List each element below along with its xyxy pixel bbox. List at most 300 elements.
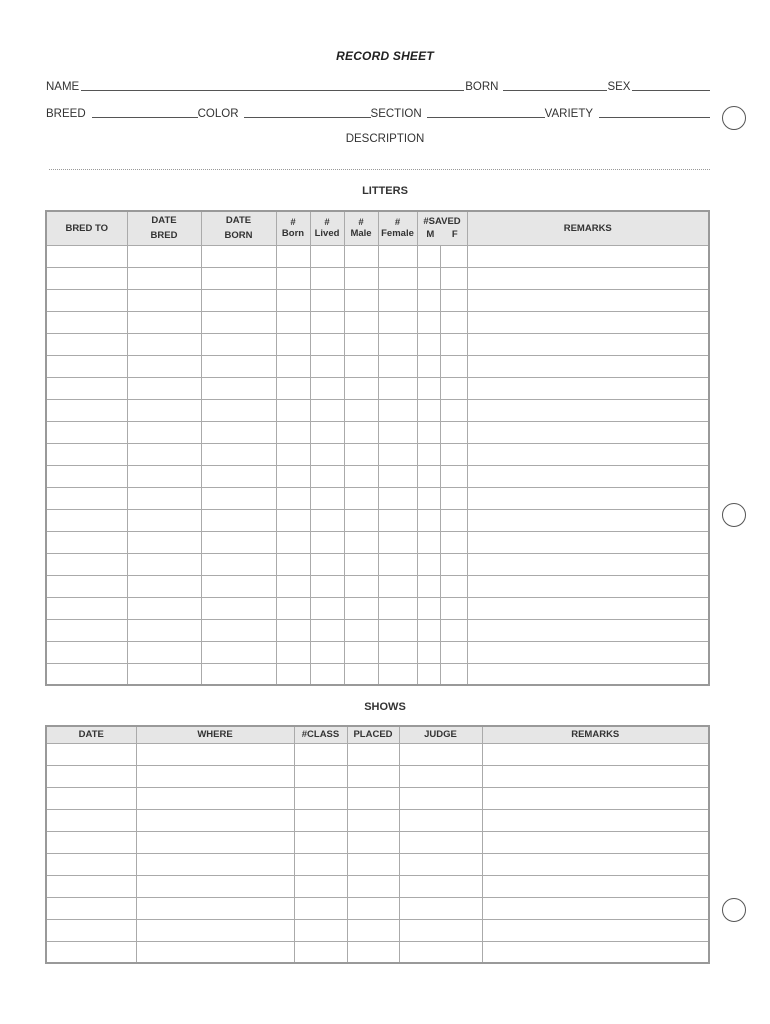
table-cell[interactable] — [294, 831, 347, 853]
col-num-lived-line2: Lived — [314, 228, 340, 240]
table-cell[interactable] — [201, 465, 276, 487]
table-cell[interactable] — [417, 531, 440, 553]
field-row-name — [46, 77, 710, 93]
table-cell[interactable] — [440, 575, 467, 597]
table-row — [46, 787, 709, 809]
table-cell[interactable] — [276, 289, 310, 311]
table-cell[interactable] — [417, 553, 440, 575]
table-cell[interactable] — [467, 311, 709, 333]
table-cell[interactable] — [482, 941, 709, 963]
table-cell[interactable] — [46, 897, 136, 919]
table-cell[interactable] — [294, 897, 347, 919]
table-cell[interactable] — [344, 355, 378, 377]
table-cell[interactable] — [347, 941, 399, 963]
table-cell[interactable] — [399, 919, 482, 941]
description-field[interactable] — [49, 169, 710, 170]
table-cell[interactable] — [276, 487, 310, 509]
table-cell[interactable] — [310, 245, 344, 267]
table-cell[interactable] — [201, 619, 276, 641]
table-cell[interactable] — [201, 245, 276, 267]
table-cell[interactable] — [46, 641, 127, 663]
page-title: RECORD SHEET — [336, 49, 434, 63]
table-row — [46, 355, 709, 377]
table-cell[interactable] — [347, 787, 399, 809]
table-cell[interactable] — [276, 333, 310, 355]
table-cell[interactable] — [46, 311, 127, 333]
table-cell[interactable] — [440, 641, 467, 663]
litters-table — [45, 210, 710, 686]
table-cell[interactable] — [440, 443, 467, 465]
table-cell[interactable] — [467, 465, 709, 487]
col-date-born-line1: DATE — [225, 215, 252, 227]
table-cell[interactable] — [344, 311, 378, 333]
table-cell[interactable] — [276, 399, 310, 421]
table-cell[interactable] — [127, 333, 201, 355]
table-cell[interactable] — [127, 443, 201, 465]
table-cell[interactable] — [440, 311, 467, 333]
table-cell[interactable] — [310, 377, 344, 399]
table-cell[interactable] — [276, 619, 310, 641]
table-cell[interactable] — [46, 267, 127, 289]
table-cell[interactable] — [294, 941, 347, 963]
table-cell[interactable] — [46, 919, 136, 941]
table-cell[interactable] — [378, 377, 417, 399]
table-cell[interactable] — [127, 311, 201, 333]
table-cell[interactable] — [310, 355, 344, 377]
table-cell[interactable] — [440, 465, 467, 487]
table-cell[interactable] — [127, 641, 201, 663]
table-cell[interactable] — [399, 897, 482, 919]
table-cell[interactable] — [127, 487, 201, 509]
table-cell[interactable] — [127, 289, 201, 311]
table-cell[interactable] — [46, 663, 127, 685]
table-cell[interactable] — [440, 289, 467, 311]
table-cell[interactable] — [378, 641, 417, 663]
table-cell[interactable] — [46, 575, 127, 597]
table-cell[interactable] — [467, 245, 709, 267]
table-cell[interactable] — [127, 377, 201, 399]
table-cell[interactable] — [46, 399, 127, 421]
table-cell[interactable] — [467, 333, 709, 355]
table-cell[interactable] — [344, 619, 378, 641]
table-cell[interactable] — [417, 267, 440, 289]
table-cell[interactable] — [46, 809, 136, 831]
col-date-born-line2: BORN — [224, 230, 253, 242]
table-cell[interactable] — [467, 487, 709, 509]
table-cell[interactable] — [378, 333, 417, 355]
table-cell[interactable] — [276, 267, 310, 289]
table-cell[interactable] — [440, 267, 467, 289]
table-cell[interactable] — [46, 619, 127, 641]
table-cell[interactable] — [440, 421, 467, 443]
table-cell[interactable] — [310, 487, 344, 509]
table-cell[interactable] — [344, 421, 378, 443]
table-cell[interactable] — [310, 597, 344, 619]
table-cell[interactable] — [294, 787, 347, 809]
table-cell[interactable] — [276, 311, 310, 333]
table-cell[interactable] — [46, 289, 127, 311]
table-cell[interactable] — [378, 663, 417, 685]
table-cell[interactable] — [46, 509, 127, 531]
table-cell[interactable] — [136, 897, 294, 919]
table-cell[interactable] — [344, 641, 378, 663]
table-cell[interactable] — [399, 875, 482, 897]
table-row — [46, 743, 709, 765]
table-cell[interactable] — [399, 765, 482, 787]
table-cell[interactable] — [46, 853, 136, 875]
table-cell[interactable] — [276, 465, 310, 487]
table-cell[interactable] — [201, 311, 276, 333]
table-cell[interactable] — [276, 421, 310, 443]
table-cell[interactable] — [467, 289, 709, 311]
table-cell[interactable] — [127, 531, 201, 553]
table-cell[interactable] — [440, 553, 467, 575]
table-cell[interactable] — [201, 663, 276, 685]
table-cell[interactable] — [440, 487, 467, 509]
table-cell[interactable] — [417, 465, 440, 487]
table-cell[interactable] — [46, 465, 127, 487]
table-cell[interactable] — [310, 641, 344, 663]
table-cell[interactable] — [46, 355, 127, 377]
table-cell[interactable] — [467, 553, 709, 575]
table-row — [46, 399, 709, 421]
table-cell[interactable] — [378, 553, 417, 575]
table-row — [46, 575, 709, 597]
table-cell[interactable] — [467, 355, 709, 377]
table-cell[interactable] — [344, 597, 378, 619]
table-cell[interactable] — [417, 311, 440, 333]
table-cell[interactable] — [201, 553, 276, 575]
table-cell[interactable] — [46, 377, 127, 399]
table-cell[interactable] — [347, 897, 399, 919]
table-cell[interactable] — [378, 465, 417, 487]
table-cell[interactable] — [136, 809, 294, 831]
table-cell[interactable] — [378, 421, 417, 443]
table-row — [46, 897, 709, 919]
table-cell[interactable] — [482, 743, 709, 765]
table-cell[interactable] — [467, 597, 709, 619]
table-cell[interactable] — [440, 619, 467, 641]
table-cell[interactable] — [276, 531, 310, 553]
table-cell[interactable] — [344, 267, 378, 289]
table-cell[interactable] — [417, 399, 440, 421]
table-cell[interactable] — [127, 553, 201, 575]
table-cell[interactable] — [310, 663, 344, 685]
table-cell[interactable] — [344, 531, 378, 553]
table-cell[interactable] — [417, 333, 440, 355]
table-cell[interactable] — [440, 597, 467, 619]
col-show-remarks: REMARKS — [482, 726, 709, 743]
table-cell[interactable] — [276, 245, 310, 267]
table-cell[interactable] — [201, 597, 276, 619]
color-field[interactable] — [244, 107, 371, 118]
table-cell[interactable] — [344, 553, 378, 575]
table-cell[interactable] — [417, 421, 440, 443]
table-cell[interactable] — [310, 333, 344, 355]
table-cell[interactable] — [46, 765, 136, 787]
table-cell[interactable] — [276, 509, 310, 531]
sex-field[interactable] — [632, 80, 710, 91]
table-cell[interactable] — [127, 465, 201, 487]
table-cell[interactable] — [201, 487, 276, 509]
table-cell[interactable] — [127, 663, 201, 685]
table-cell[interactable] — [344, 509, 378, 531]
table-cell[interactable] — [310, 421, 344, 443]
table-cell[interactable] — [344, 663, 378, 685]
table-cell[interactable] — [136, 831, 294, 853]
table-cell[interactable] — [482, 831, 709, 853]
table-cell[interactable] — [347, 919, 399, 941]
table-cell[interactable] — [136, 787, 294, 809]
table-cell[interactable] — [417, 597, 440, 619]
table-cell[interactable] — [46, 443, 127, 465]
table-cell[interactable] — [276, 575, 310, 597]
table-cell[interactable] — [344, 575, 378, 597]
table-cell[interactable] — [310, 267, 344, 289]
table-cell[interactable] — [378, 619, 417, 641]
table-cell[interactable] — [46, 941, 136, 963]
table-cell[interactable] — [344, 377, 378, 399]
table-cell[interactable] — [201, 289, 276, 311]
table-cell[interactable] — [440, 355, 467, 377]
table-cell[interactable] — [378, 355, 417, 377]
name-field[interactable] — [81, 80, 464, 91]
table-cell[interactable] — [344, 333, 378, 355]
table-cell[interactable] — [201, 377, 276, 399]
table-cell[interactable] — [467, 377, 709, 399]
table-cell[interactable] — [276, 377, 310, 399]
table-cell[interactable] — [344, 487, 378, 509]
col-num-born-line1: # — [290, 217, 296, 229]
table-cell[interactable] — [467, 421, 709, 443]
table-cell[interactable] — [46, 531, 127, 553]
table-cell[interactable] — [310, 575, 344, 597]
table-cell[interactable] — [440, 663, 467, 685]
table-cell[interactable] — [201, 267, 276, 289]
table-cell[interactable] — [378, 443, 417, 465]
table-cell[interactable] — [201, 641, 276, 663]
table-cell[interactable] — [482, 897, 709, 919]
table-cell[interactable] — [46, 553, 127, 575]
table-cell[interactable] — [440, 509, 467, 531]
table-cell[interactable] — [201, 531, 276, 553]
table-cell[interactable] — [344, 465, 378, 487]
table-cell[interactable] — [201, 421, 276, 443]
table-cell[interactable] — [467, 641, 709, 663]
table-cell[interactable] — [46, 245, 127, 267]
table-cell[interactable] — [467, 619, 709, 641]
table-cell[interactable] — [276, 663, 310, 685]
table-cell[interactable] — [482, 787, 709, 809]
table-cell[interactable] — [440, 531, 467, 553]
table-cell[interactable] — [127, 355, 201, 377]
table-cell[interactable] — [440, 245, 467, 267]
table-cell[interactable] — [276, 553, 310, 575]
table-cell[interactable] — [310, 619, 344, 641]
table-cell[interactable] — [136, 743, 294, 765]
table-row — [46, 443, 709, 465]
table-cell[interactable] — [440, 377, 467, 399]
table-cell[interactable] — [294, 919, 347, 941]
table-cell[interactable] — [294, 809, 347, 831]
table-cell[interactable] — [467, 509, 709, 531]
table-cell[interactable] — [378, 597, 417, 619]
table-cell[interactable] — [46, 831, 136, 853]
table-cell[interactable] — [399, 787, 482, 809]
table-cell[interactable] — [136, 853, 294, 875]
table-cell[interactable] — [417, 487, 440, 509]
table-cell[interactable] — [46, 743, 136, 765]
table-cell[interactable] — [310, 531, 344, 553]
table-cell[interactable] — [344, 289, 378, 311]
table-cell[interactable] — [482, 809, 709, 831]
table-cell[interactable] — [347, 743, 399, 765]
table-cell[interactable] — [482, 919, 709, 941]
table-cell[interactable] — [440, 399, 467, 421]
table-cell[interactable] — [276, 641, 310, 663]
table-cell[interactable] — [417, 443, 440, 465]
table-cell[interactable] — [467, 267, 709, 289]
table-cell[interactable] — [399, 809, 482, 831]
table-cell[interactable] — [201, 355, 276, 377]
table-cell[interactable] — [46, 597, 127, 619]
table-row — [46, 245, 709, 267]
table-cell[interactable] — [417, 289, 440, 311]
table-cell[interactable] — [347, 831, 399, 853]
table-cell[interactable] — [347, 853, 399, 875]
section-field[interactable] — [427, 107, 545, 118]
table-cell[interactable] — [378, 487, 417, 509]
table-cell[interactable] — [127, 399, 201, 421]
col-num-male-line1: # — [358, 217, 364, 229]
table-cell[interactable] — [417, 641, 440, 663]
table-cell[interactable] — [127, 421, 201, 443]
table-cell[interactable] — [417, 245, 440, 267]
table-cell[interactable] — [310, 289, 344, 311]
table-cell[interactable] — [294, 765, 347, 787]
table-cell[interactable] — [467, 399, 709, 421]
table-cell[interactable] — [399, 941, 482, 963]
born-label: BORN — [465, 81, 499, 93]
table-row — [46, 531, 709, 553]
table-cell[interactable] — [399, 831, 482, 853]
table-cell[interactable] — [378, 399, 417, 421]
table-cell[interactable] — [310, 443, 344, 465]
table-cell[interactable] — [46, 875, 136, 897]
table-cell[interactable] — [310, 399, 344, 421]
table-cell[interactable] — [378, 531, 417, 553]
col-date: DATE — [46, 726, 136, 743]
table-cell[interactable] — [344, 245, 378, 267]
table-cell[interactable] — [201, 333, 276, 355]
table-cell[interactable] — [482, 875, 709, 897]
table-cell[interactable] — [46, 787, 136, 809]
table-cell[interactable] — [482, 853, 709, 875]
table-cell[interactable] — [467, 531, 709, 553]
table-row — [46, 311, 709, 333]
table-cell[interactable] — [127, 509, 201, 531]
table-cell[interactable] — [127, 267, 201, 289]
table-cell[interactable] — [417, 377, 440, 399]
table-cell[interactable] — [127, 575, 201, 597]
table-cell[interactable] — [347, 765, 399, 787]
table-cell[interactable] — [136, 941, 294, 963]
description-label: DESCRIPTION — [345, 133, 425, 145]
table-cell[interactable] — [482, 765, 709, 787]
table-cell[interactable] — [417, 355, 440, 377]
table-row — [46, 809, 709, 831]
col-bred-to: BRED TO — [46, 211, 127, 245]
col-date-bred — [127, 211, 201, 245]
breed-label: BREED — [46, 108, 86, 120]
table-cell[interactable] — [201, 399, 276, 421]
table-cell[interactable] — [310, 553, 344, 575]
table-cell[interactable] — [136, 765, 294, 787]
table-cell[interactable] — [201, 443, 276, 465]
table-cell[interactable] — [127, 597, 201, 619]
shows-title: SHOWS — [364, 701, 406, 713]
table-cell[interactable] — [378, 575, 417, 597]
table-cell[interactable] — [46, 333, 127, 355]
table-cell[interactable] — [399, 743, 482, 765]
table-row — [46, 641, 709, 663]
table-cell[interactable] — [127, 245, 201, 267]
table-cell[interactable] — [136, 919, 294, 941]
table-cell[interactable] — [136, 875, 294, 897]
table-cell[interactable] — [399, 853, 482, 875]
col-date-bred-line1: DATE — [151, 215, 177, 227]
shows-table — [45, 725, 710, 964]
table-cell[interactable] — [344, 399, 378, 421]
table-cell[interactable] — [417, 509, 440, 531]
table-cell[interactable] — [417, 575, 440, 597]
table-cell[interactable] — [467, 663, 709, 685]
born-field[interactable] — [503, 80, 607, 91]
breed-field[interactable] — [92, 107, 198, 118]
table-cell[interactable] — [378, 509, 417, 531]
table-row — [46, 377, 709, 399]
table-cell[interactable] — [310, 509, 344, 531]
table-cell[interactable] — [378, 245, 417, 267]
table-row — [46, 597, 709, 619]
table-cell[interactable] — [294, 875, 347, 897]
table-cell[interactable] — [378, 311, 417, 333]
table-cell[interactable] — [127, 619, 201, 641]
table-cell[interactable] — [201, 575, 276, 597]
variety-field[interactable] — [599, 107, 710, 118]
table-cell[interactable] — [201, 509, 276, 531]
table-cell[interactable] — [46, 421, 127, 443]
table-cell[interactable] — [294, 853, 347, 875]
table-cell[interactable] — [46, 487, 127, 509]
table-cell[interactable] — [417, 619, 440, 641]
table-cell[interactable] — [378, 289, 417, 311]
table-cell[interactable] — [276, 443, 310, 465]
table-cell[interactable] — [347, 875, 399, 897]
table-cell[interactable] — [294, 743, 347, 765]
table-cell[interactable] — [310, 311, 344, 333]
table-cell[interactable] — [467, 575, 709, 597]
table-cell[interactable] — [440, 333, 467, 355]
table-cell[interactable] — [378, 267, 417, 289]
table-cell[interactable] — [417, 663, 440, 685]
table-cell[interactable] — [347, 809, 399, 831]
table-cell[interactable] — [276, 355, 310, 377]
table-cell[interactable] — [344, 443, 378, 465]
table-cell[interactable] — [310, 465, 344, 487]
table-cell[interactable] — [467, 443, 709, 465]
table-cell[interactable] — [276, 597, 310, 619]
